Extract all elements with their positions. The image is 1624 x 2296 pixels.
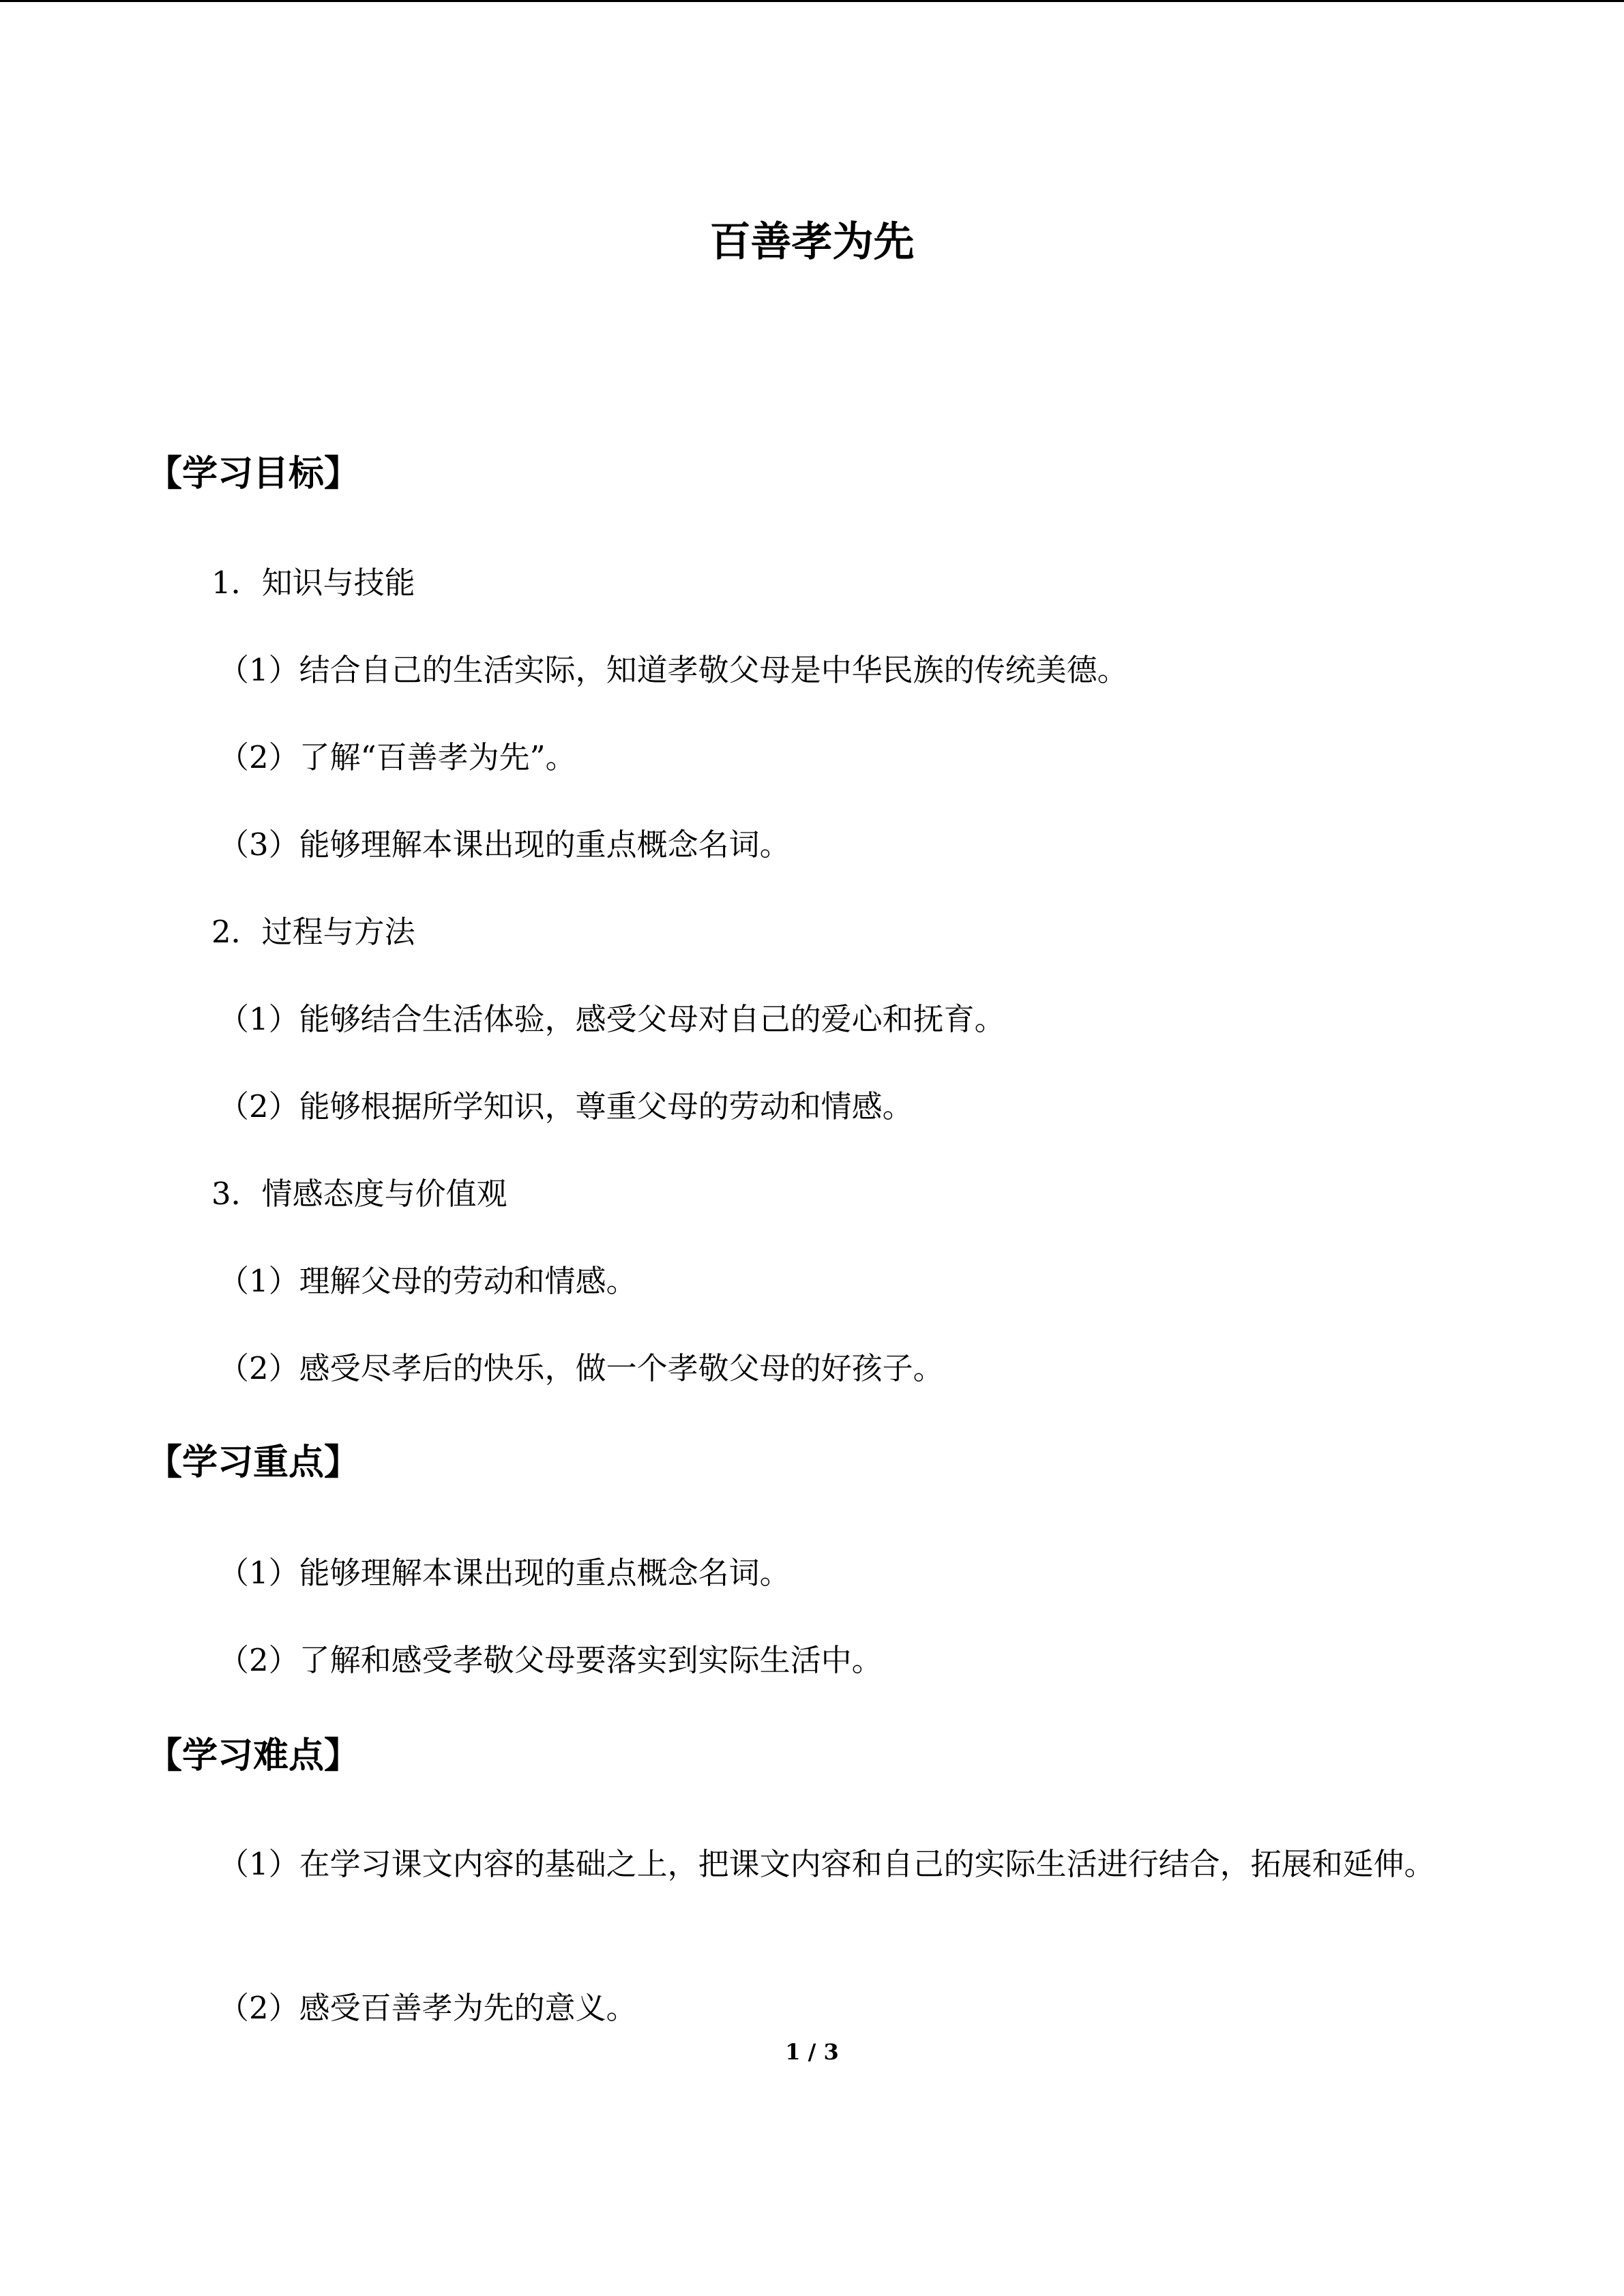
difficulty-line: （1）在学习课文内容的基础之上，把课文内容和自己的实际生活进行结合，拓展和延伸。 (218, 1846, 1435, 1882)
heading-objectives: 【学习目标】 (147, 453, 360, 494)
objective-line: （2）能够根据所学知识，尊重父母的劳动和情感。 (218, 1088, 913, 1124)
difficulty-line: （2）感受百善孝为先的意义。 (218, 1990, 637, 2026)
key-point-line: （2）了解和感受孝敬父母要落实到实际生活中。 (218, 1642, 883, 1678)
heading-difficulties: 【学习难点】 (147, 1735, 360, 1776)
objective-line: （1）结合自己的生活实际，知道孝敬父母是中华民族的传统美德。 (218, 652, 1128, 688)
objective-line: （2）了解“百善孝为先”。 (218, 739, 576, 775)
objective-line: （3）能够理解本课出现的重点概念名词。 (218, 826, 791, 863)
top-border (0, 0, 1624, 2)
objective-line: （2）感受尽孝后的快乐，做一个孝敬父母的好孩子。 (218, 1350, 944, 1386)
objective-line: （1）理解父母的劳动和情感。 (218, 1263, 637, 1299)
objective-line: （1）能够结合生活体验，感受父母对自己的爱心和抚育。 (218, 1001, 1005, 1037)
heading-key-points: 【学习重点】 (147, 1442, 360, 1483)
document-title: 百善孝为先 (709, 218, 915, 266)
objective-line: 2．过程与方法 (211, 914, 415, 950)
page-number: 1 / 3 (785, 2039, 839, 2065)
key-point-line: （1）能够理解本课出现的重点概念名词。 (218, 1555, 791, 1591)
objective-line: 3．情感态度与价值观 (211, 1176, 507, 1212)
objective-line: 1．知识与技能 (211, 565, 415, 601)
